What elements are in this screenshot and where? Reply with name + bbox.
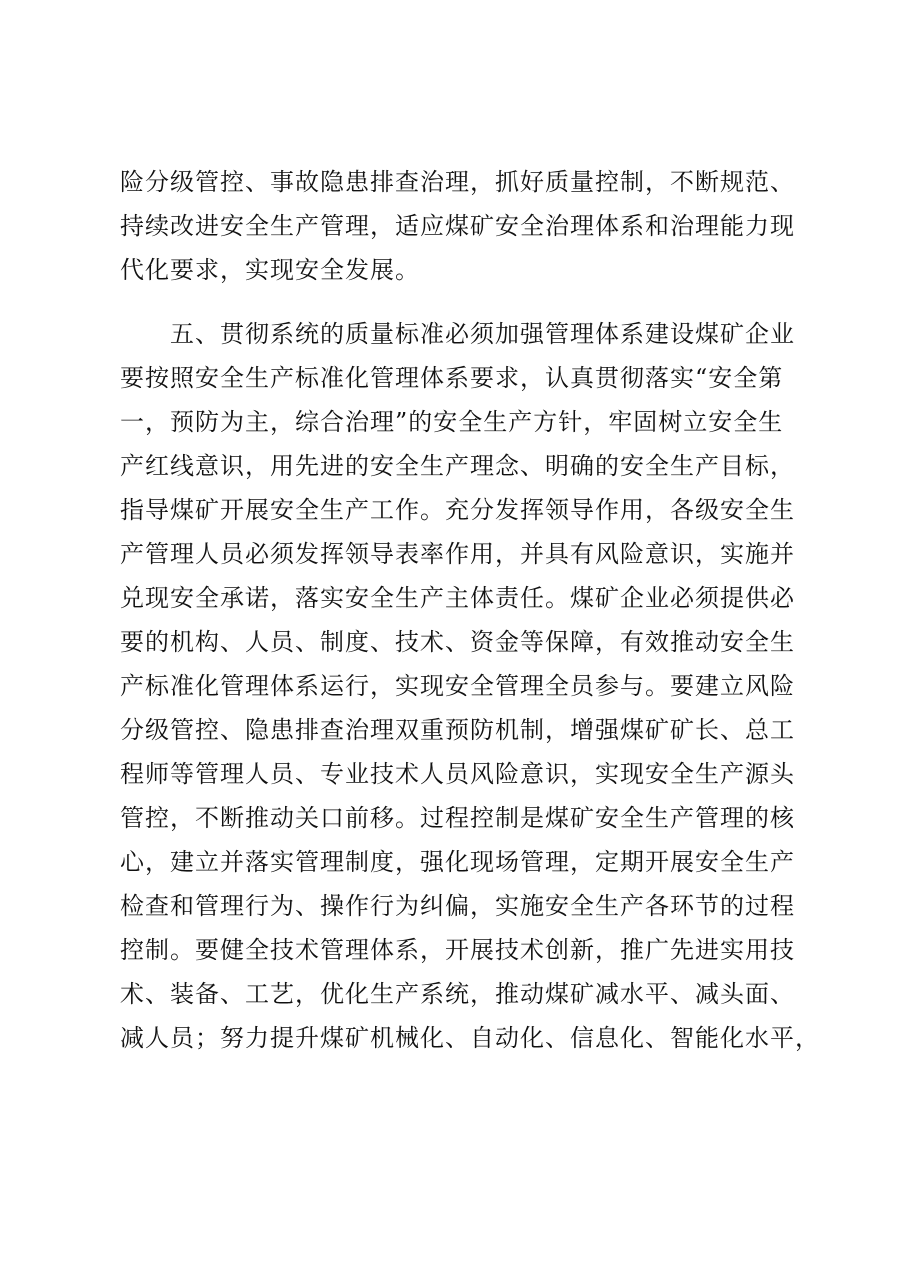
text-line: 减人员；努力提升煤矿机械化、自动化、信息化、智能化水平，	[120, 1024, 820, 1052]
text-line: 控制。要健全技术管理体系，开展技术创新，推广先进实用技	[120, 936, 795, 964]
text-line: 兑现安全承诺，落实安全生产主体责任。煤矿企业必须提供必	[120, 584, 795, 612]
document-body	[120, 160, 820, 1060]
paragraph-gap	[120, 292, 800, 312]
text-line: 一，预防为主，综合治理”的安全生产方针，牢固树立安全生	[120, 408, 784, 436]
text-line: 术、装备、工艺，优化生产系统，推动煤矿减水平、减头面、	[120, 980, 795, 1008]
text-line: 险分级管控、事故隐患排查治理，抓好质量控制，不断规范、	[120, 168, 795, 196]
paragraph-heading-line: 五、贯彻系统的质量标准必须加强管理体系建设煤矿企业	[120, 320, 795, 348]
text-line: 要的机构、人员、制度、技术、资金等保障，有效推动安全生	[120, 628, 795, 656]
text-line: 分级管控、隐患排查治理双重预防机制，增强煤矿矿长、总工	[120, 716, 795, 744]
text-line: 产管理人员必须发挥领导表率作用，并具有风险意识，实施并	[120, 540, 795, 568]
text-line: 指导煤矿开展安全生产工作。充分发挥领导作用，各级安全生	[120, 496, 795, 524]
text-line: 代化要求，实现安全发展。	[120, 256, 420, 284]
text-line: 持续改进安全生产管理，适应煤矿安全治理体系和治理能力现	[120, 212, 795, 240]
text-line: 管控，不断推动关口前移。过程控制是煤矿安全生产管理的核	[120, 804, 795, 832]
text-line: 要按照安全生产标准化管理体系要求，认真贯彻落实“安全第	[120, 364, 784, 392]
text-line: 检查和管理行为、操作行为纠偏，实施安全生产各环节的过程	[120, 892, 795, 920]
text-line: 产标准化管理体系运行，实现安全管理全员参与。要建立风险	[120, 672, 795, 700]
text-line: 心，建立并落实管理制度，强化现场管理，定期开展安全生产	[120, 848, 795, 876]
text-line: 产红线意识，用先进的安全生产理念、明确的安全生产目标，	[120, 452, 795, 480]
text-line: 程师等管理人员、专业技术人员风险意识，实现安全生产源头	[120, 760, 795, 788]
